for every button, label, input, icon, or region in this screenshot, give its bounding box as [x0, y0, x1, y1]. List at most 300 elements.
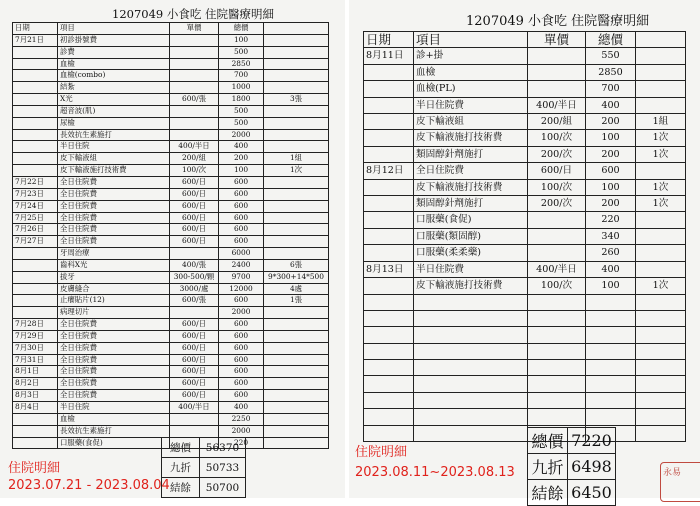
cell-note [264, 34, 329, 46]
header-total: 總價 [586, 32, 636, 48]
cell-total: 220 [219, 437, 264, 449]
cell-total [586, 360, 636, 376]
cell-item: 口服藥(食促) [414, 212, 528, 228]
cell-date: 7月30日 [13, 342, 58, 354]
cell-total: 500 [219, 117, 264, 129]
summary-row [162, 438, 246, 458]
summary-label: 九折 [162, 458, 200, 478]
cell-item: 血檢 [58, 58, 170, 70]
cell-total: 2850 [586, 64, 636, 80]
cell-price: 400/半日 [170, 402, 219, 414]
cell-item: 超音波(肌) [58, 105, 170, 117]
cell-price: 100/次 [170, 165, 219, 177]
cell-date: 7月24日 [13, 200, 58, 212]
cell-note [636, 261, 686, 277]
table-row [13, 46, 329, 58]
cell-total: 100 [586, 130, 636, 146]
table-row [364, 163, 686, 179]
cell-date [364, 425, 414, 441]
cell-price: 200/組 [528, 114, 586, 130]
cell-note [636, 392, 686, 408]
cell-item: 全日住院費 [58, 224, 170, 236]
cell-item: 全日住院費 [58, 236, 170, 248]
cell-price: 600/日 [170, 354, 219, 366]
table-row [364, 48, 686, 64]
table-row [13, 82, 329, 94]
table-row [13, 141, 329, 153]
cell-item: 半日住院費 [414, 261, 528, 277]
table-row [364, 97, 686, 113]
cell-date: 8月13日 [364, 261, 414, 277]
cell-date [364, 114, 414, 130]
cell-price: 600/日 [170, 188, 219, 200]
cell-note: 9*300+14*500 [264, 271, 329, 283]
header-price: 單價 [528, 32, 586, 48]
cell-note: 4處 [264, 283, 329, 295]
summary-label: 九折 [528, 454, 568, 480]
cell-item: 半日住院 [58, 402, 170, 414]
cell-item: 全日住院費 [58, 366, 170, 378]
cell-total: 600 [219, 354, 264, 366]
cell-note [264, 378, 329, 390]
cell-note [264, 330, 329, 342]
table-row [364, 146, 686, 162]
cell-item: 皮下輸液施打技術費 [414, 179, 528, 195]
cell-note [264, 307, 329, 319]
cell-price: 200/組 [170, 153, 219, 165]
cell-item [414, 310, 528, 326]
cell-note [264, 437, 329, 449]
cell-total: 600 [219, 212, 264, 224]
table-row [364, 179, 686, 195]
cell-item: 類固醇針劑施打 [414, 196, 528, 212]
cell-date [364, 81, 414, 97]
cell-total: 2850 [219, 58, 264, 70]
cell-item: 全日住院費 [414, 163, 528, 179]
cell-price [170, 129, 219, 141]
cell-price [528, 409, 586, 425]
header-note [636, 32, 686, 48]
header-item: 項目 [414, 32, 528, 48]
cell-price [170, 105, 219, 117]
table-row [13, 236, 329, 248]
cell-item: 口服藥(食促) [58, 437, 170, 449]
table-row [13, 283, 329, 295]
cell-item [414, 327, 528, 343]
cell-total: 200 [586, 146, 636, 162]
cell-total: 400 [586, 261, 636, 277]
summary-value: 6450 [568, 480, 616, 506]
cell-date [364, 360, 414, 376]
cell-date [13, 425, 58, 437]
header-total: 總價 [219, 23, 264, 35]
cell-note [264, 82, 329, 94]
cell-item: 診費 [58, 46, 170, 58]
cell-price [528, 48, 586, 64]
table-row [364, 261, 686, 277]
table-row [364, 278, 686, 294]
cell-total [586, 310, 636, 326]
table-row [13, 188, 329, 200]
cell-price [170, 413, 219, 425]
cell-price: 400/半日 [528, 97, 586, 113]
cell-total: 220 [586, 212, 636, 228]
cell-price [528, 212, 586, 228]
table-header-row [13, 23, 329, 35]
cell-note [264, 212, 329, 224]
summary-row [162, 458, 246, 478]
cell-item: 牙周治療 [58, 248, 170, 260]
cell-item: 皮下輸液施打技術費 [414, 130, 528, 146]
cell-item [414, 425, 528, 441]
summary-value: 7220 [568, 428, 616, 454]
summary-label: 結餘 [528, 480, 568, 506]
table-row [13, 307, 329, 319]
table-row [364, 425, 686, 441]
cell-price [528, 81, 586, 97]
cell-date [13, 46, 58, 58]
cell-date: 8月1日 [13, 366, 58, 378]
summary-row [162, 478, 246, 498]
table-row [13, 378, 329, 390]
cell-date [13, 283, 58, 295]
cell-item: 病理切片 [58, 307, 170, 319]
cell-date [13, 165, 58, 177]
cell-price: 600/日 [170, 390, 219, 402]
table-row [13, 319, 329, 331]
cell-date: 8月11日 [364, 48, 414, 64]
cell-note: 1次 [636, 196, 686, 212]
cell-total [586, 409, 636, 425]
cell-total: 100 [219, 165, 264, 177]
cell-total: 700 [219, 70, 264, 82]
cell-note [264, 402, 329, 414]
cell-price: 600/張 [170, 295, 219, 307]
table-row [13, 129, 329, 141]
cell-item: 拔牙 [58, 271, 170, 283]
cell-price: 600/張 [170, 94, 219, 106]
cell-price [528, 245, 586, 261]
cell-note [636, 409, 686, 425]
cell-note: 1次 [636, 179, 686, 195]
cell-price: 3000/處 [170, 283, 219, 295]
table-row [13, 413, 329, 425]
cell-note: 1組 [264, 153, 329, 165]
cell-total: 600 [586, 163, 636, 179]
cell-item [414, 360, 528, 376]
cell-date [364, 392, 414, 408]
cell-price: 200/次 [528, 146, 586, 162]
cell-date [13, 259, 58, 271]
cell-note [636, 425, 686, 441]
cell-price: 400/張 [170, 259, 219, 271]
cell-item: 血檢 [414, 64, 528, 80]
cell-price: 600/日 [170, 319, 219, 331]
cell-date [13, 105, 58, 117]
cell-price [170, 425, 219, 437]
cell-note [264, 342, 329, 354]
cell-date [13, 141, 58, 153]
table-row [364, 130, 686, 146]
cell-price: 600/日 [170, 224, 219, 236]
cell-total: 340 [586, 228, 636, 244]
cell-price: 100/次 [528, 130, 586, 146]
cell-date [364, 146, 414, 162]
cell-total: 6000 [219, 248, 264, 260]
cell-total [586, 376, 636, 392]
table-row [13, 354, 329, 366]
table-row [364, 392, 686, 408]
cell-total: 600 [219, 176, 264, 188]
table-row [364, 376, 686, 392]
cell-item [414, 409, 528, 425]
right-bill-table [363, 31, 686, 442]
cell-item [414, 376, 528, 392]
cell-date [364, 376, 414, 392]
cell-note: 3張 [264, 94, 329, 106]
cell-total: 600 [219, 366, 264, 378]
cell-date [364, 64, 414, 80]
cell-total [586, 294, 636, 310]
cell-date [364, 130, 414, 146]
right-sheet-title: 1207049 小食吃 住院醫療明細 [466, 14, 650, 29]
right-bill-sheet [349, 0, 700, 498]
cell-note: 1次 [636, 130, 686, 146]
cell-date [13, 82, 58, 94]
table-row [364, 409, 686, 425]
cell-total: 100 [586, 179, 636, 195]
cell-total: 200 [219, 153, 264, 165]
table-header-row [364, 32, 686, 48]
cell-total: 600 [219, 330, 264, 342]
cell-date: 7月28日 [13, 319, 58, 331]
cell-item: 全日住院費 [58, 188, 170, 200]
cell-note [636, 310, 686, 326]
cell-note [636, 97, 686, 113]
cell-price [528, 343, 586, 359]
cell-price [528, 392, 586, 408]
cell-item: 初診掛號費 [58, 34, 170, 46]
cell-price [170, 58, 219, 70]
table-row [364, 64, 686, 80]
cell-note [264, 366, 329, 378]
cell-price: 100/次 [528, 278, 586, 294]
cell-price: 600/日 [170, 200, 219, 212]
cell-item: 全日住院費 [58, 330, 170, 342]
table-row [364, 212, 686, 228]
cell-item [414, 343, 528, 359]
cell-note [636, 64, 686, 80]
header-date: 日期 [364, 32, 414, 48]
cell-item: 血檢 [58, 413, 170, 425]
cell-item: 長效抗生素施打 [58, 425, 170, 437]
cell-total: 600 [219, 378, 264, 390]
cell-date [364, 228, 414, 244]
table-row [13, 200, 329, 212]
cell-total: 600 [219, 390, 264, 402]
cell-item: X光 [58, 94, 170, 106]
cell-note [264, 176, 329, 188]
cell-date: 8月4日 [13, 402, 58, 414]
cell-date: 7月31日 [13, 354, 58, 366]
cell-date: 8月12日 [364, 163, 414, 179]
cell-note [264, 105, 329, 117]
header-date: 日期 [13, 23, 58, 35]
cell-price [528, 360, 586, 376]
cell-price [528, 294, 586, 310]
table-row [13, 330, 329, 342]
cell-note: 1次 [636, 146, 686, 162]
cell-price: 300-500/顆 [170, 271, 219, 283]
table-row [13, 212, 329, 224]
cell-total: 2000 [219, 425, 264, 437]
cell-total [586, 392, 636, 408]
cell-note [264, 248, 329, 260]
cell-date [364, 97, 414, 113]
summary-value: 50700 [200, 478, 246, 498]
cell-price: 600/日 [170, 236, 219, 248]
clinic-stamp: 永易 [660, 462, 700, 502]
cell-price [170, 46, 219, 58]
cell-date [13, 248, 58, 260]
cell-date [13, 307, 58, 319]
left-bill-table [12, 22, 329, 449]
cell-total: 400 [219, 402, 264, 414]
cell-price [528, 64, 586, 80]
table-row [13, 295, 329, 307]
cell-total: 2000 [219, 129, 264, 141]
cell-date [364, 245, 414, 261]
cell-price: 600/日 [170, 212, 219, 224]
cell-date: 7月27日 [13, 236, 58, 248]
cell-price [528, 310, 586, 326]
cell-note [264, 141, 329, 153]
cell-price [528, 376, 586, 392]
cell-date [364, 212, 414, 228]
table-row [364, 114, 686, 130]
table-row [13, 390, 329, 402]
header-note [264, 23, 329, 35]
table-row [13, 58, 329, 70]
table-row [364, 294, 686, 310]
cell-note [264, 200, 329, 212]
cell-item: 血檢(PL) [414, 81, 528, 97]
cell-note [264, 390, 329, 402]
cell-price [170, 248, 219, 260]
cell-price [170, 70, 219, 82]
cell-note: 1次 [264, 165, 329, 177]
cell-date [364, 409, 414, 425]
summary-value: 56370 [200, 438, 246, 458]
cell-total: 1800 [219, 94, 264, 106]
summary-row [528, 428, 616, 454]
cell-total: 2000 [219, 307, 264, 319]
cell-price: 600/日 [170, 330, 219, 342]
cell-total [586, 327, 636, 343]
cell-item: 全日住院費 [58, 342, 170, 354]
cell-date: 7月21日 [13, 34, 58, 46]
cell-item: 口服藥(類固醇) [414, 228, 528, 244]
cell-total: 200 [586, 196, 636, 212]
cell-item: 全日住院費 [58, 200, 170, 212]
cell-total: 550 [586, 48, 636, 64]
cell-total: 600 [219, 188, 264, 200]
cell-item: 類固醇針劑施打 [414, 146, 528, 162]
cell-item [414, 294, 528, 310]
cell-price [528, 327, 586, 343]
cell-date: 7月22日 [13, 176, 58, 188]
cell-note [636, 294, 686, 310]
cell-note [636, 48, 686, 64]
cell-total [586, 343, 636, 359]
header-price: 單價 [170, 23, 219, 35]
cell-total: 2250 [219, 413, 264, 425]
left-caption-title: 住院明細 [8, 461, 61, 476]
left-summary-table [161, 437, 246, 498]
cell-date [364, 310, 414, 326]
table-row [364, 81, 686, 97]
cell-item: 皮下輸液施打技術費 [414, 278, 528, 294]
cell-price: 100/次 [528, 179, 586, 195]
cell-note [264, 425, 329, 437]
cell-date [13, 117, 58, 129]
table-row [13, 259, 329, 271]
cell-date [13, 153, 58, 165]
cell-item: 尿檢 [58, 117, 170, 129]
cell-date: 7月25日 [13, 212, 58, 224]
cell-price [170, 307, 219, 319]
cell-note [264, 46, 329, 58]
cell-price: 600/日 [170, 378, 219, 390]
cell-date: 7月23日 [13, 188, 58, 200]
cell-total: 600 [219, 319, 264, 331]
cell-item: 半日住院費 [414, 97, 528, 113]
table-row [364, 228, 686, 244]
cell-price: 400/半日 [170, 141, 219, 153]
cell-total: 600 [219, 200, 264, 212]
cell-note: 1組 [636, 114, 686, 130]
cell-item: 全日住院費 [58, 212, 170, 224]
cell-total: 500 [219, 46, 264, 58]
cell-date [364, 278, 414, 294]
cell-price [170, 34, 219, 46]
cell-date: 7月26日 [13, 224, 58, 236]
table-row [13, 271, 329, 283]
cell-date [13, 271, 58, 283]
cell-item: 口服藥(柔柔藥) [414, 245, 528, 261]
table-row [364, 245, 686, 261]
cell-note [636, 212, 686, 228]
cell-note [636, 245, 686, 261]
cell-date: 7月29日 [13, 330, 58, 342]
header-item: 項目 [58, 23, 170, 35]
cell-item: 止癢貼片(12) [58, 295, 170, 307]
cell-date [13, 413, 58, 425]
cell-item: 全日住院費 [58, 319, 170, 331]
table-row [13, 117, 329, 129]
cell-date [364, 179, 414, 195]
cell-price: 200/次 [528, 196, 586, 212]
table-row [13, 94, 329, 106]
cell-item [414, 392, 528, 408]
cell-note [264, 236, 329, 248]
cell-total: 600 [219, 236, 264, 248]
table-row [13, 105, 329, 117]
cell-price: 600/日 [170, 366, 219, 378]
cell-item: 全日住院費 [58, 390, 170, 402]
cell-total: 9700 [219, 271, 264, 283]
cell-total: 400 [586, 97, 636, 113]
